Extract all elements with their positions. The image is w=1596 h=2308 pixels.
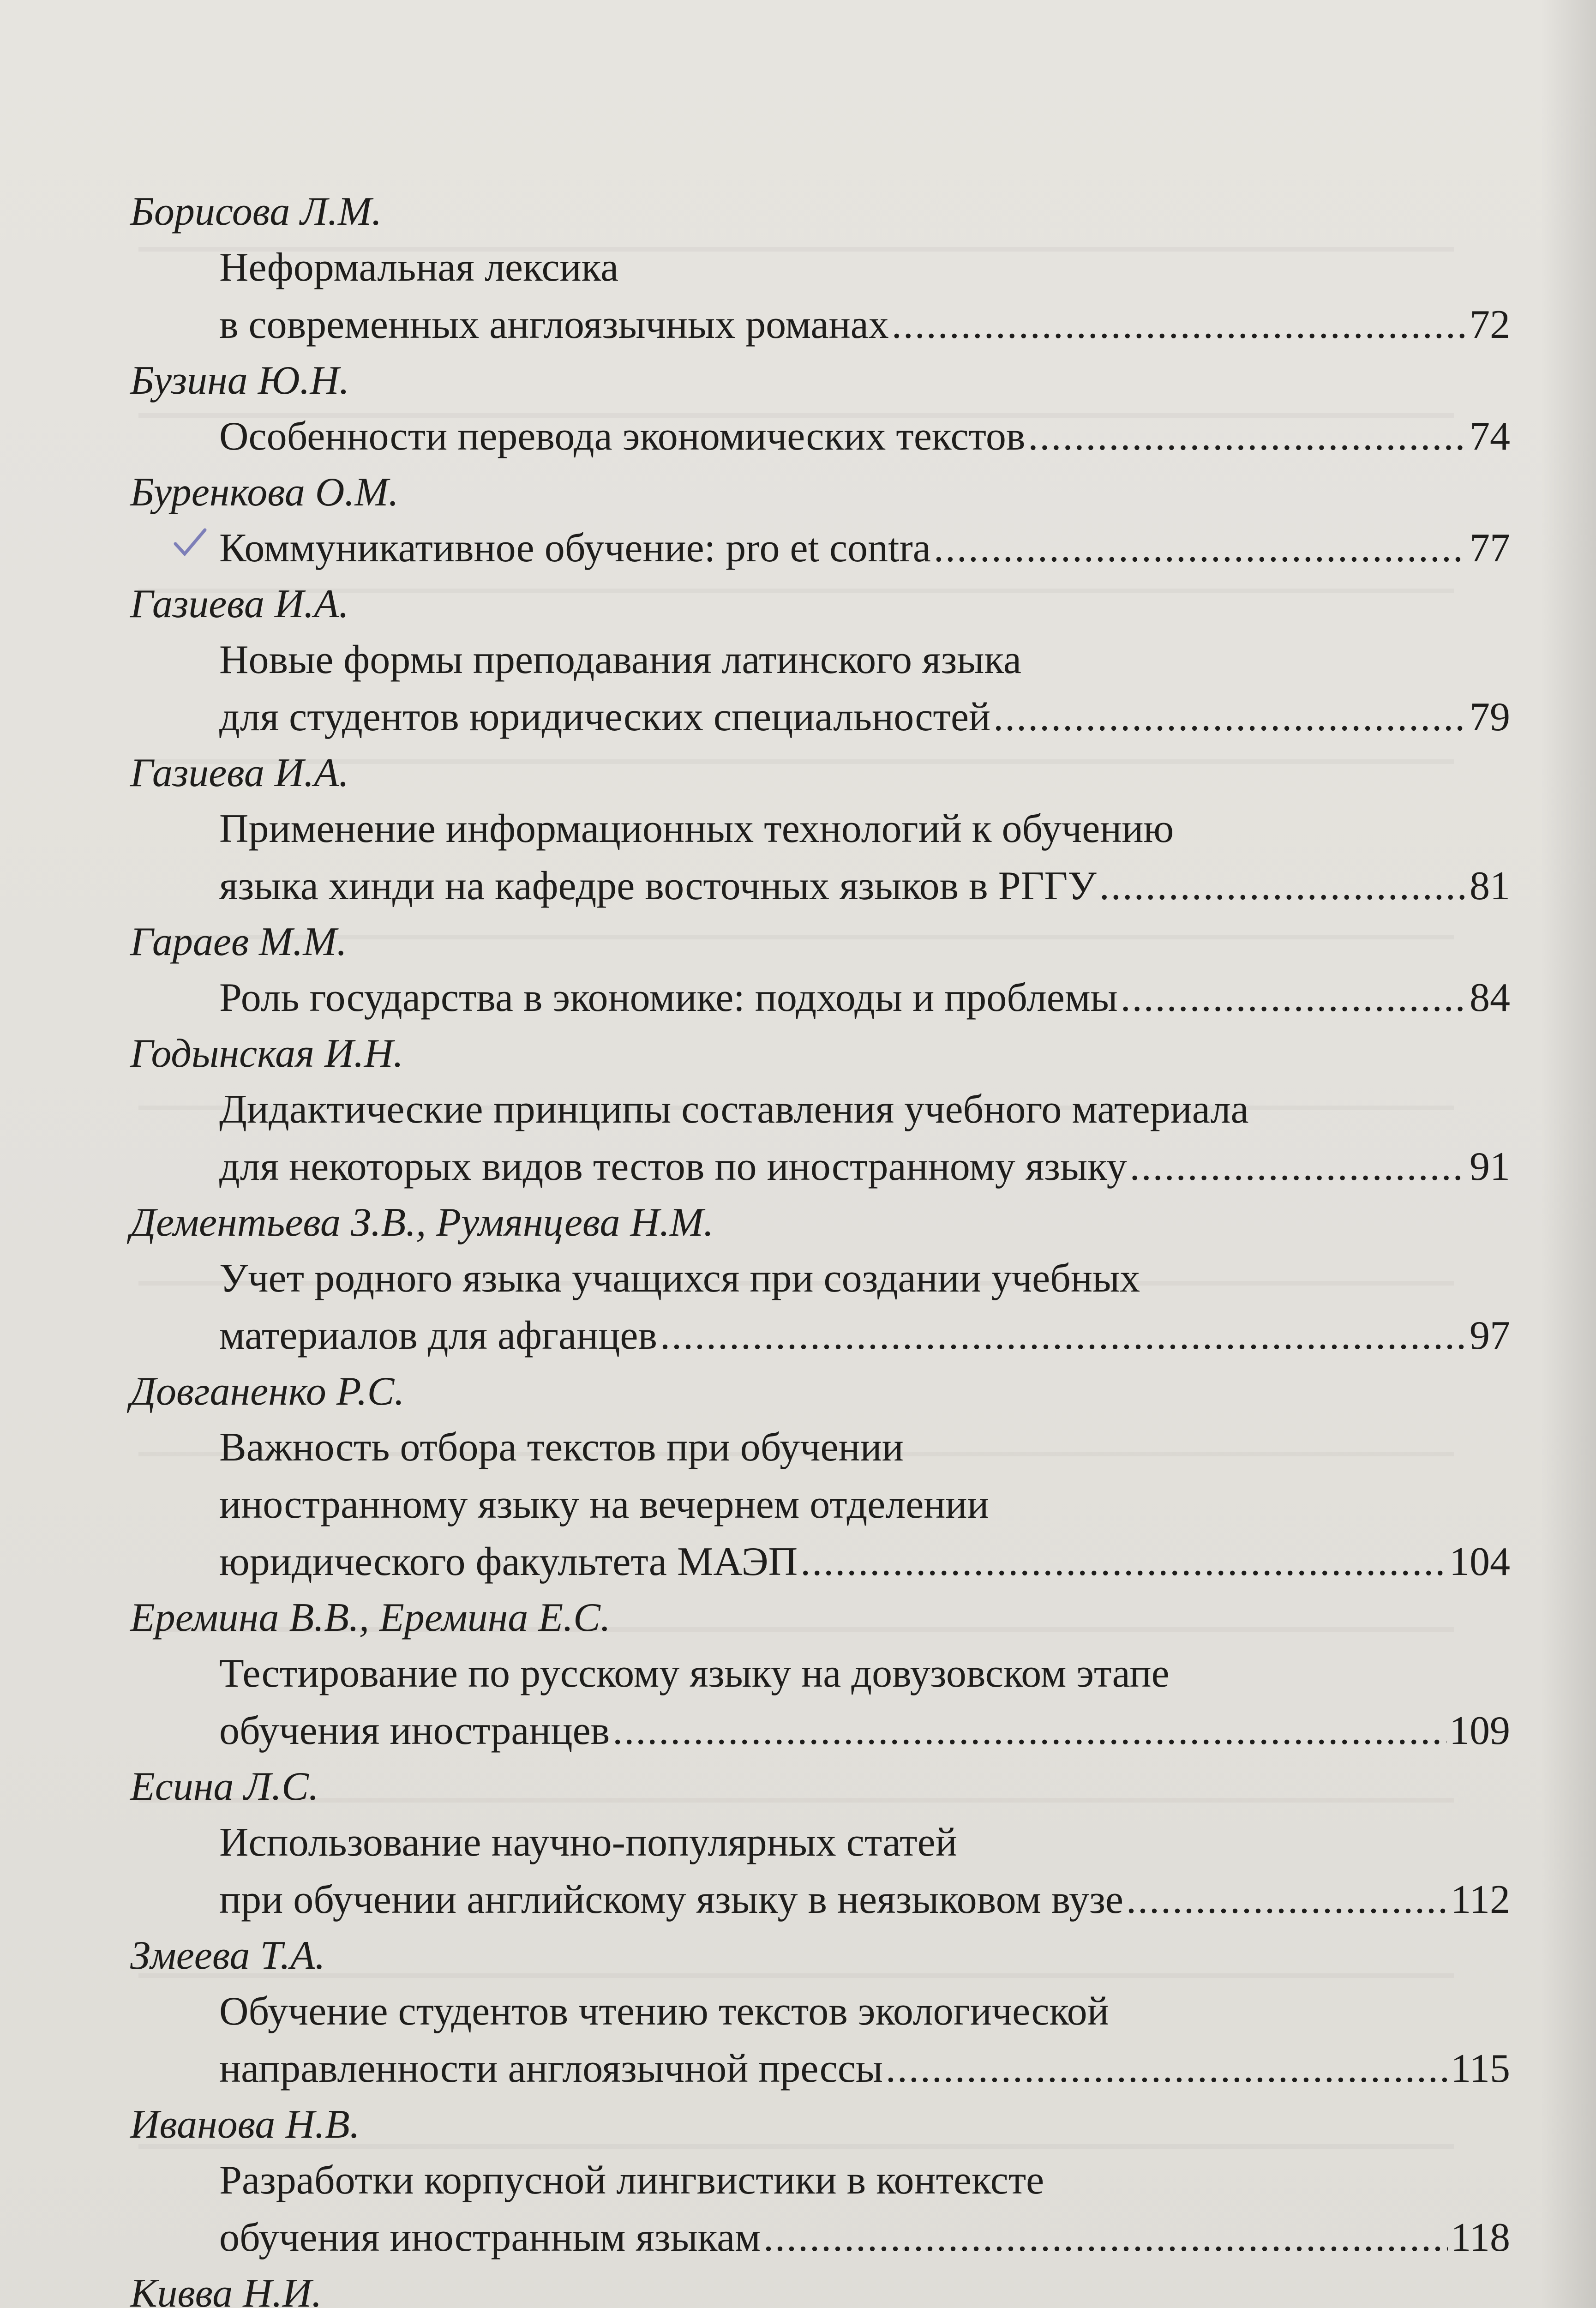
entry-title-line [130,800,1510,858]
dot-leader [993,689,1467,746]
dot-leader [1099,858,1467,915]
dot-leader [1126,1871,1448,1929]
entry-author: Газиева И.А. [130,582,349,626]
entry-title-line [130,1250,1510,1307]
entry-title-text: Обучение студентов чтению текстов экологической [219,1989,1109,2034]
entry-author: Кивва Н.И. [130,2271,322,2308]
entry-title-line [130,296,1510,354]
entry-title-line [130,2040,1510,2098]
dot-leader [1121,969,1467,1027]
dot-leader [1028,408,1467,465]
entry-title-line [130,239,1510,296]
entry-title-line [130,2209,1510,2266]
entry-title-text: Неформальная лексика [219,245,619,290]
entry-page-number: 109 [1449,1708,1510,1753]
entry-page-number: 72 [1470,302,1510,347]
entry-author: Бузина Ю.Н. [130,358,350,403]
entry-title-line [130,1814,1510,1871]
entry-page-number: 79 [1470,695,1510,739]
entry-title-text: Дидактические принципы составления учебного материала [219,1087,1249,1132]
entry-title-text: юридического факультета МАЭП [219,1539,798,1584]
entry-page-number: 81 [1470,864,1510,908]
entry-page-number: 84 [1470,975,1510,1020]
entry-title-line [130,1476,1510,1533]
entry-author: Гараев М.М. [130,920,347,964]
toc-entry [130,1760,1510,1929]
entry-title-line [130,1081,1510,1138]
binding-shadow [1541,0,1596,2308]
entry-title-text: обучения иностранным языкам [219,2215,761,2260]
entry-author: Дементьева З.В., Румянцева Н.М. [130,1200,714,1245]
table-of-contents [130,185,1510,2308]
entry-author: Довганенко Р.С. [130,1369,405,1414]
toc-entry [130,746,1510,915]
entry-title-line [130,1138,1510,1196]
entry-title-line [130,1645,1510,1702]
toc-entry [130,465,1510,577]
entry-title-text: Важность отбора текстов при обучении [219,1425,904,1470]
entry-author: Буренкова О.М. [130,470,399,515]
pencil-check-mark-icon [172,523,209,560]
entry-title-line [130,1307,1510,1364]
dot-leader [934,520,1467,577]
entry-page-number: 118 [1451,2215,1510,2260]
entry-title-line [130,520,1510,577]
entry-title-text: Использование научно-популярных статей [219,1820,957,1865]
entry-author: Иванова Н.В. [130,2102,360,2147]
entry-title-text: материалов для афганцев [219,1313,657,1358]
toc-entry [130,1591,1510,1760]
entry-author: Борисова Л.М. [130,189,382,234]
entry-title-line [130,689,1510,746]
entry-page-number: 77 [1470,526,1510,571]
dot-leader [892,296,1467,354]
entry-title-text: языка хинди на кафедре восточных языков в РГГУ [219,864,1097,908]
entry-title-line [130,408,1510,465]
dot-leader [763,2209,1448,2266]
entry-title-line [130,969,1510,1027]
entry-author: Газиева И.А. [130,751,349,795]
toc-entry [130,2098,1510,2266]
entry-title-text: Учет родного языка учащихся при создании учебных [219,1256,1140,1301]
dot-leader [660,1307,1467,1364]
entry-title-text: Тестирование по русскому языку на довузовском этапе [219,1651,1170,1696]
toc-entry [130,354,1510,465]
entry-page-number: 91 [1470,1144,1510,1189]
entry-title-text: Роль государства в экономике: подходы и проблемы [219,975,1118,1020]
toc-entry [130,1027,1510,1196]
entry-title-line [130,1702,1510,1760]
entry-page-number: 112 [1451,1877,1510,1922]
entry-title-text: при обучении английскому языку в неязыковом вузе [219,1877,1123,1922]
entry-title-line [130,631,1510,689]
dot-leader [800,1533,1446,1591]
entry-title-text: Особенности перевода экономических текстов [219,414,1026,459]
toc-entry [130,2266,1510,2308]
entry-title-line [130,1983,1510,2040]
entry-title-line [130,1419,1510,1476]
dot-leader [886,2040,1448,2098]
entry-page-number: 104 [1449,1539,1510,1584]
dot-leader [1130,1138,1467,1196]
entry-title-text: Применение информационных технологий к обучению [219,806,1174,851]
entry-title-text: Разработки корпусной лингвистики в контексте [219,2158,1044,2203]
dot-leader [612,1702,1446,1760]
entry-page-number: 115 [1451,2046,1510,2091]
entry-title-text: в современных англоязычных романах [219,302,889,347]
entry-author: Годынская И.Н. [130,1031,404,1076]
toc-entry [130,1929,1510,2098]
toc-entry [130,577,1510,746]
entry-page-number: 74 [1470,414,1510,459]
entry-title-text: иностранному языку на вечернем отделении [219,1482,989,1527]
entry-title-line [130,1533,1510,1591]
entry-title-line [130,2152,1510,2209]
entry-title-text: Коммуникативное обучение: pro et contra [219,526,931,571]
entry-title-text: Новые формы преподавания латинского языка [219,637,1021,682]
entry-title-text: обучения иностранцев [219,1708,610,1753]
entry-title-text: направленности англоязычной прессы [219,2046,883,2091]
entry-title-text: для студентов юридических специальностей [219,695,991,739]
toc-entry [130,185,1510,354]
entry-author: Еремина В.В., Еремина Е.С. [130,1595,611,1640]
entry-title-text: для некоторых видов тестов по иностранному языку [219,1144,1127,1189]
toc-entry [130,915,1510,1027]
entry-author: Змеева Т.А. [130,1933,325,1978]
entry-title-line [130,1871,1510,1929]
toc-entry [130,1196,1510,1364]
entry-author: Есина Л.С. [130,1764,319,1809]
entry-page-number: 97 [1470,1313,1510,1358]
toc-entry [130,1364,1510,1591]
entry-title-line [130,858,1510,915]
